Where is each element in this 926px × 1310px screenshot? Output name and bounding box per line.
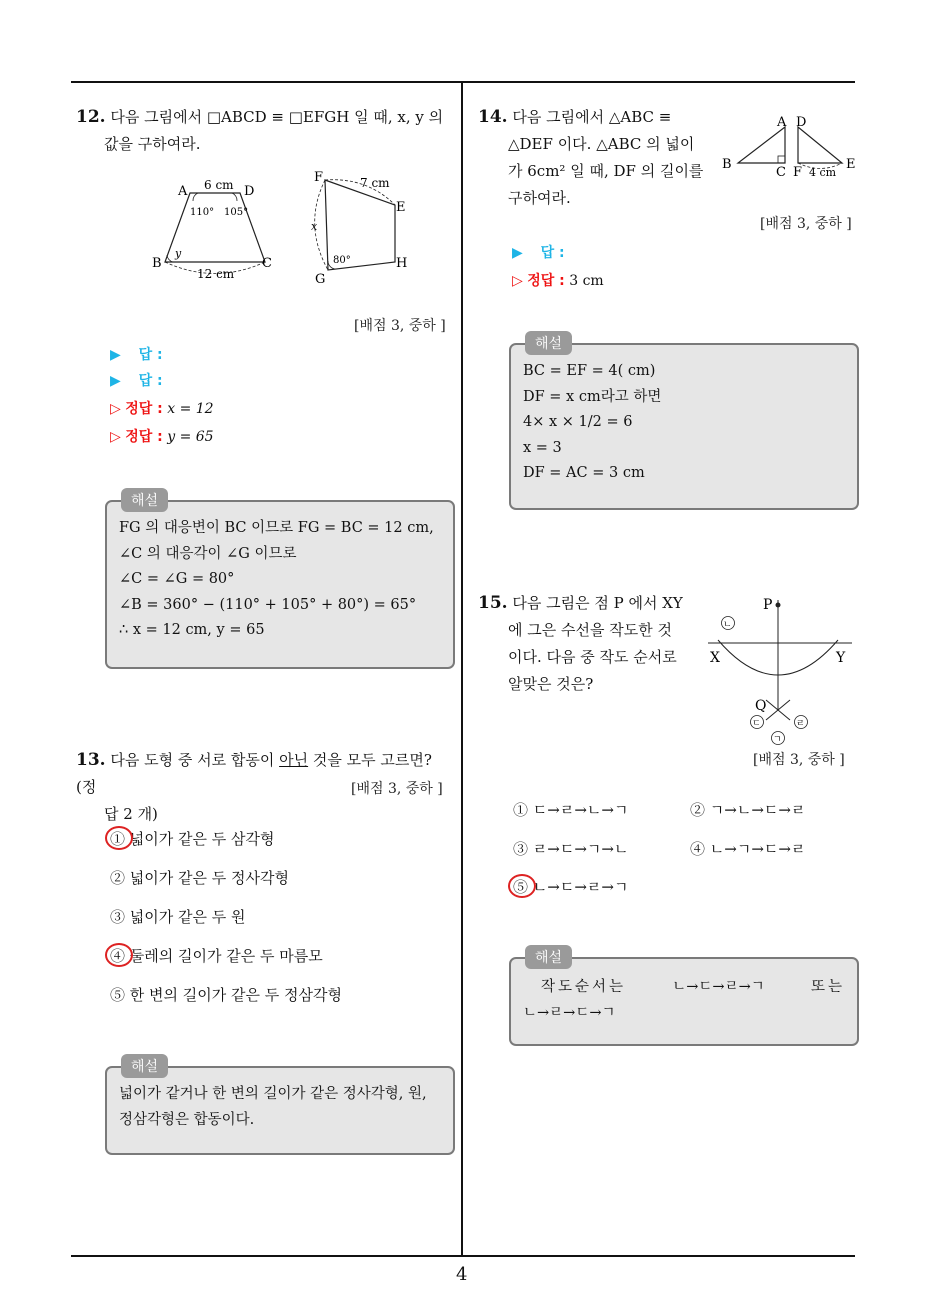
q12-label-angA: 110° (190, 207, 215, 218)
q15-number: 15. (478, 593, 508, 613)
q12-label-bc: 12 cm (197, 267, 235, 281)
q12-label-G: G (315, 272, 326, 287)
q12-label-y: y (175, 247, 182, 260)
q13-meta: [배점 3, 중하 ] (351, 781, 443, 797)
q15-option[interactable]: ③ ㄹ→ㄷ→ㄱ→ㄴ (513, 840, 629, 858)
triangle-icon: ▶ (110, 347, 121, 363)
explanation-tag: 해설 (525, 331, 572, 355)
q14-question: 14. 다음 그림에서 △ABC ≡ △DEF 이다. △ABC 의 넓이 가 6cm² 일 때, DF 의 길이를 구하여라. (478, 107, 704, 207)
q13-option[interactable]: ③ 넓이가 같은 두 원 (110, 908, 246, 926)
top-rule (71, 81, 855, 83)
q12-label-ad: 6 cm (204, 178, 234, 192)
q12-label-angG: 80° (333, 255, 351, 266)
q12-text-line2: 값을 구하여라. (104, 135, 201, 153)
q12-meta: [배점 3, 중하 ] (354, 318, 446, 334)
q14-correct: ▷ 정답 : 3 cm (512, 273, 604, 289)
q15-label-Q: Q (755, 698, 767, 714)
q12-label-fe: 7 cm (360, 176, 390, 190)
outline-triangle-icon: ▷ (110, 429, 121, 445)
outline-triangle-icon: ▷ (110, 401, 121, 417)
q12-explain-line: ∠C = ∠G = 80° (119, 571, 235, 587)
q14-number: 14. (478, 107, 508, 127)
triangle-icon: ▶ (110, 373, 121, 389)
q15-label-P: P (763, 597, 773, 613)
q12-explain-line: ∠B = 360° − (110° + 105° + 80°) = 65° (119, 596, 417, 613)
q15-figure (700, 590, 860, 750)
q14-label-C: C (776, 165, 786, 180)
explanation-tag: 해설 (121, 1054, 168, 1078)
q14-explain-line: x = 3 (523, 439, 562, 456)
answer-circle-mark (105, 826, 133, 850)
q15-label-r: ㄹ (796, 719, 805, 729)
q12-correct-2: ▷ 정답 : y = 65 (110, 429, 214, 445)
q14-explain-line: BC = EF = 4( cm) (523, 363, 656, 379)
q12-label-H: H (396, 256, 408, 271)
q15-explain-seq2: ㄴ→ㄹ→ㄷ→ㄱ (523, 1004, 616, 1021)
q12-explain-line: ∴ x = 12 cm, y = 65 (119, 622, 265, 638)
q15-question: 15. 다음 그림은 점 P 에서 XY 에 그은 수선을 작도한 것 이다. 다음 중 작도 순서로 알맞은 것은? (478, 593, 683, 693)
q15-option[interactable]: ① ㄷ→ㄹ→ㄴ→ㄱ (513, 801, 629, 819)
bottom-rule (71, 1255, 855, 1257)
q12-correct-1: ▷ 정답 : x = 12 (110, 401, 214, 417)
q13-explain-line: 넓이가 같거나 한 변의 길이가 같은 정사각형, 원, (119, 1086, 427, 1102)
q12-answer-1: ▶ 답 : (110, 347, 163, 363)
q14-explain-line: DF = x cm라고 하면 (523, 388, 662, 405)
q13-explanation-box (105, 1059, 455, 1155)
q14-meta: [배점 3, 중하 ] (760, 216, 852, 232)
q12-label-x: x (311, 220, 318, 233)
q15-explain-or: 또는 (810, 979, 845, 995)
triangle-icon: ▶ (512, 245, 523, 261)
q15-option[interactable]: ⑤ ㄴ→ㄷ→ㄹ→ㄱ (513, 878, 629, 896)
page-number: 4 (456, 1264, 468, 1285)
q15-explain-text: 작도순서는 (541, 979, 627, 995)
q12-label-A: A (178, 184, 188, 199)
outline-triangle-icon: ▷ (512, 273, 523, 289)
q12-answer-2: ▶ 답 : (110, 373, 163, 389)
q15-option[interactable]: ④ ㄴ→ㄱ→ㄷ→ㄹ (690, 840, 806, 858)
q12-label-E: E (396, 200, 406, 215)
q13-question: 13. 다음 도형 중 서로 합동이 아닌 것을 모두 고르면? (정 답 2 개) (76, 750, 432, 823)
q15-label-d: ㄷ (752, 719, 761, 729)
q12-question (76, 104, 456, 158)
q13-option[interactable]: ① 넓이가 같은 두 삼각형 (110, 830, 275, 848)
q14-explain-line: 4× x × 1/2 = 6 (523, 414, 633, 430)
q12-label-D: D (244, 184, 255, 199)
q15-label-g: ㄱ (773, 735, 782, 745)
q12-text-line1: 다음 그림에서 □ABCD ≡ □EFGH 일 때, x, y 의 (110, 108, 444, 126)
q15-meta: [배점 3, 중하 ] (753, 752, 845, 768)
q12-figure (140, 165, 430, 290)
q15-label-X: X (710, 650, 720, 666)
q12-label-C: C (262, 256, 272, 271)
q14-explanation-box (509, 336, 859, 510)
column-divider (461, 81, 463, 1257)
explanation-tag: 해설 (121, 488, 168, 512)
q15-option[interactable]: ② ㄱ→ㄴ→ㄷ→ㄹ (690, 801, 806, 819)
answer-circle-mark (508, 874, 536, 898)
q15-explain-seq1: ㄴ→ㄷ→ㄹ→ㄱ (672, 979, 765, 995)
q13-option[interactable]: ② 넓이가 같은 두 정사각형 (110, 869, 289, 887)
explanation-tag: 해설 (525, 945, 572, 969)
q14-answer: ▶ 답 : (512, 245, 565, 261)
q14-label-fe: 4 cm (809, 166, 837, 179)
q12-number: 12. (76, 107, 106, 127)
q13-option[interactable]: ④ 둘레의 길이가 같은 두 마름모 (110, 947, 323, 965)
q13-option[interactable]: ⑤ 한 변의 길이가 같은 두 정삼각형 (110, 986, 342, 1004)
q12-label-B: B (152, 256, 162, 271)
q12-label-F: F (314, 170, 324, 185)
q12-explain-line: ∠C 의 대응각이 ∠G 이므로 (119, 545, 297, 562)
q14-explain-line: DF = AC = 3 cm (523, 465, 645, 481)
q14-label-A: A (777, 115, 787, 130)
q13-underlined: 아닌 (279, 751, 309, 769)
q12-label-angD: 105° (224, 207, 249, 218)
q14-label-B: B (722, 157, 732, 172)
q13-explain-line: 정삼각형은 합동이다. (119, 1111, 255, 1128)
q12-explain-line: FG 의 대응변이 BC 이므로 FG = BC = 12 cm, (119, 520, 434, 536)
q13-number: 13. (76, 750, 106, 770)
q14-label-F: F (793, 165, 803, 180)
q15-explanation-box (509, 950, 859, 1046)
q15-label-Y: Y (836, 650, 846, 666)
q14-figure (718, 110, 863, 182)
q12-explanation-box (105, 493, 455, 669)
q14-label-D: D (796, 115, 807, 130)
q14-label-E: E (846, 157, 856, 172)
answer-circle-mark (105, 943, 133, 967)
q15-label-n: ㄴ (723, 620, 732, 630)
